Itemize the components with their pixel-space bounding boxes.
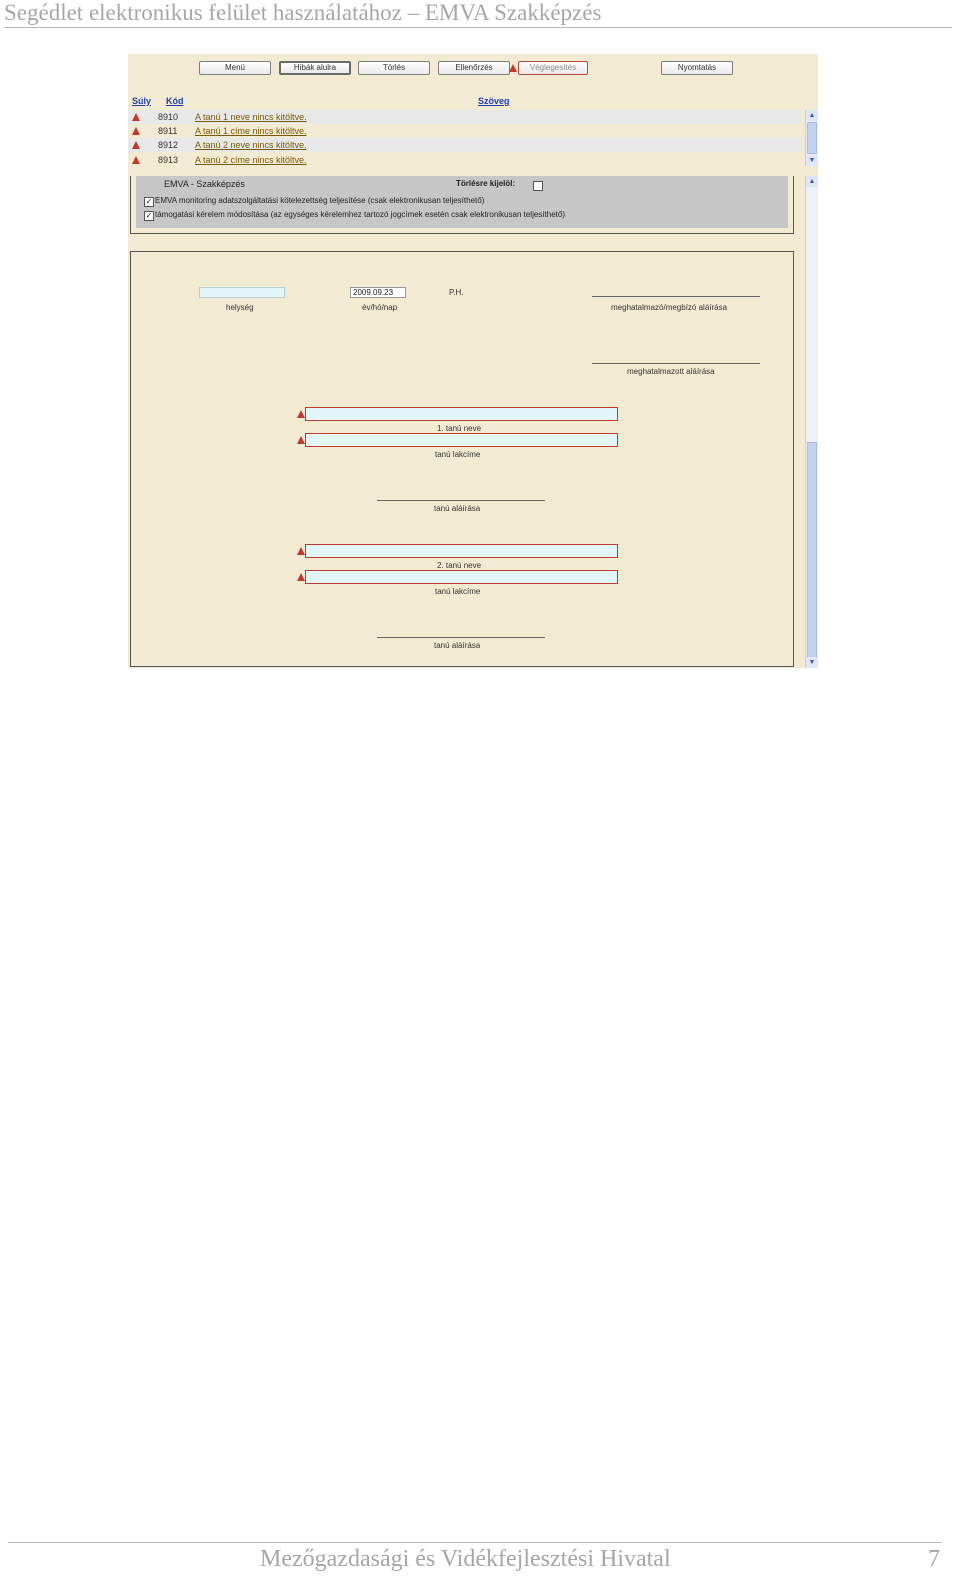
form-header-panel [130,176,794,234]
error-row[interactable] [128,124,802,138]
error-row[interactable] [128,153,802,166]
required-warning-icon [297,436,305,444]
error-message-link[interactable]: A tanú 2 neve nincs kitöltve. [195,140,307,150]
witness2-signature-label: tanú aláírása [434,641,481,650]
required-warning-icon [297,573,305,581]
witness2-address-label: tanú lakcíme [435,587,481,596]
column-header-weight[interactable]: Súly [132,96,152,106]
witness1-name-input[interactable] [305,407,618,421]
warning-icon [509,64,517,72]
page-number: 7 [928,1546,940,1572]
scroll-up-icon[interactable]: ▲ [806,176,818,187]
delete-mark-checkbox[interactable] [533,181,543,191]
monitoring-checkbox-label: EMVA monitoring adatszolgáltatási kötelezettség teljesítése (csak elektronikusan teljesíthető) [155,196,485,205]
principal-signature-label: meghatalmazó/megbízó aláírása [611,303,728,312]
document-footer [8,1542,942,1575]
error-row[interactable] [128,110,802,124]
date-input[interactable]: 2009.09.23 [350,287,406,298]
error-code: 8912 [158,140,179,150]
witness2-signature-line [377,637,545,638]
error-icon [132,127,140,135]
check-button[interactable]: Ellenőrzés [438,61,510,75]
witness2-name-label: 2. tanú neve [437,561,482,570]
required-warning-icon [297,410,305,418]
error-code: 8911 [158,126,178,136]
error-message-link[interactable]: A tanú 1 címe nincs kitöltve. [195,126,307,136]
error-message-link[interactable]: A tanú 1 neve nincs kitöltve. [195,112,307,122]
witness1-address-input[interactable] [305,433,618,447]
scroll-up-icon[interactable]: ▲ [806,110,818,121]
menu-button[interactable]: Menü [199,61,271,75]
principal-signature-line [592,296,760,297]
witness1-name-label: 1. tanú neve [437,424,482,433]
witness2-address-input[interactable] [305,570,618,584]
error-icon [132,141,140,149]
place-label: helység [226,303,254,312]
errors-below-button[interactable]: Hibák alulra [279,61,351,75]
error-list [128,110,802,166]
required-warning-icon [297,547,305,555]
date-label: év/hó/nap [362,303,398,312]
scrollbar-thumb[interactable] [807,122,817,154]
witness1-signature-line [377,500,545,501]
error-list-scrollbar[interactable] [805,110,818,166]
delete-mark-label: Törlésre kijelöl: [456,179,516,188]
scroll-down-icon[interactable]: ▼ [806,155,818,166]
modification-checkbox[interactable]: ✓ [145,211,153,220]
print-button[interactable]: Nyomtatás [661,61,733,75]
form-header-inner [136,176,788,228]
witness2-name-input[interactable] [305,544,618,558]
scrollbar-thumb[interactable] [807,442,817,660]
witness1-address-label: tanú lakcíme [435,450,481,459]
error-icon [132,156,140,164]
form-title: EMVA - Szakképzés [164,179,245,189]
application-screenshot [128,54,818,668]
error-row[interactable] [128,138,802,152]
stamp-label: P.H. [449,288,464,297]
document-header: Segédlet elektronikus felület használatához – EMVA Szakképzés [4,0,952,28]
delete-button[interactable]: Törlés [358,61,430,75]
monitoring-checkbox[interactable]: ✓ [145,197,153,206]
error-message-link[interactable]: A tanú 2 címe nincs kitöltve. [195,155,307,165]
column-header-code[interactable]: Kód [166,96,184,106]
agent-signature-line [592,363,760,364]
error-code: 8910 [158,112,179,122]
scroll-down-icon[interactable]: ▼ [806,657,818,668]
column-header-text[interactable]: Szöveg [478,96,510,106]
error-icon [132,113,140,121]
error-code: 8913 [158,155,179,165]
agent-signature-label: meghatalmazott aláírása [627,367,715,376]
footer-organization: Mezőgazdasági és Vidékfejlesztési Hivatal [260,1546,671,1572]
place-input[interactable] [199,287,285,298]
signature-panel [130,251,794,667]
finalize-button[interactable]: Véglegesítés [518,61,588,75]
witness1-signature-label: tanú aláírása [434,504,481,513]
modification-checkbox-label: támogatási kérelem módosítása (az egységes kérelemhez tartozó jogcímek esetén csak elektronikusan teljesíthető) [155,210,565,219]
form-scrollbar[interactable] [805,176,818,668]
